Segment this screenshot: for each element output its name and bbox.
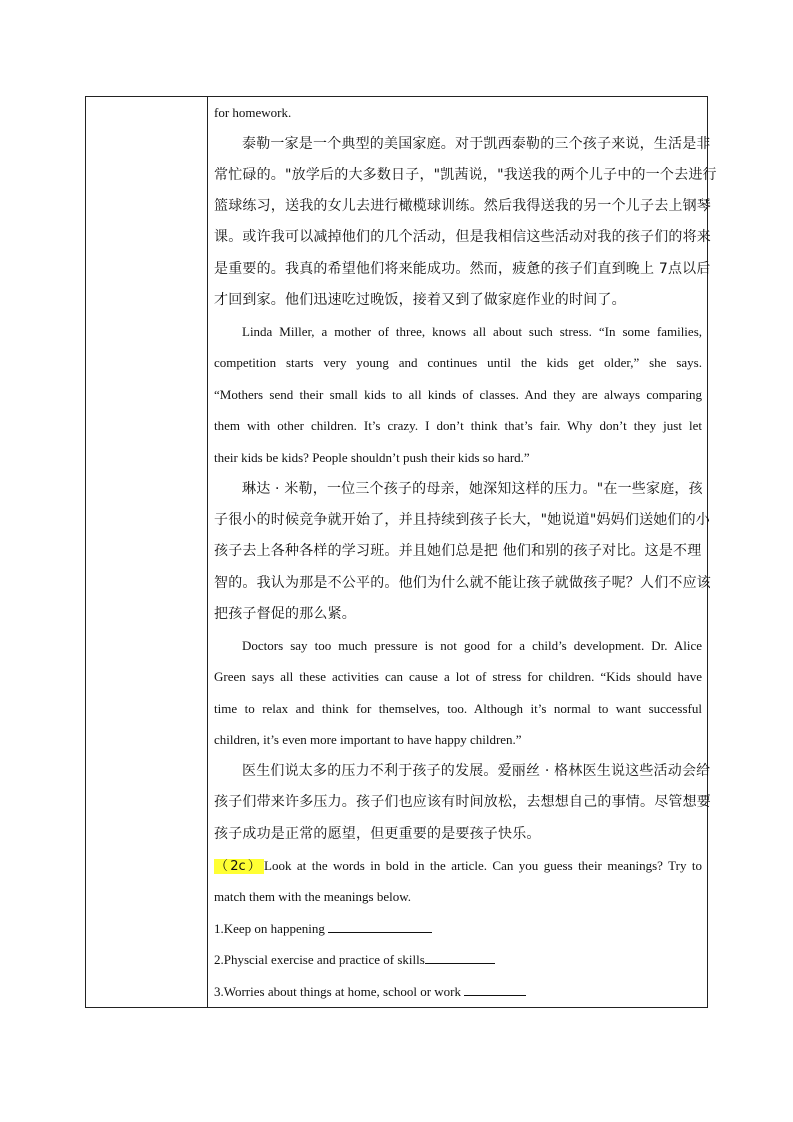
left-column-cell	[86, 97, 208, 1007]
text-line: Doctors say too much pressure is not good for a child’s development. Dr. Alice	[242, 638, 702, 653]
text-line: time to relax and think for themselves, too. Although it’s normal to want successful	[214, 701, 702, 716]
text-line: for homework.	[214, 105, 292, 120]
text-line: them with other children. It’s crazy. I don’t think that’s fair. Why don’t they just let	[214, 418, 702, 433]
text-line: 把孩子督促的那么紧。	[214, 606, 356, 622]
task-tag-highlight: （2c）	[215, 859, 263, 874]
text-line: 智的。我认为那是不公平的。他们为什么就不能让孩子就做孩子呢？人们不应该	[214, 575, 711, 591]
text-line: children, it’s even more important to have happy children.”	[214, 732, 522, 747]
question-item	[214, 920, 702, 938]
answer-blank[interactable]	[328, 920, 432, 933]
text-line: 孩子去上各种各样的学习班。并且她们总是把 他们和别的孩子对比。这是不理	[214, 543, 702, 559]
text-line: 孩子们带来许多压力。孩子们也应该有时间放松，去想想自己的事情。尽管想要	[214, 794, 711, 810]
text-line: 篮球练习，送我的女儿去进行橄榄球训练。然后我得送我的另一个儿子去上钢琴	[214, 198, 711, 214]
text-line: their kids be kids? People shouldn’t push their kids so hard.”	[214, 450, 530, 465]
answer-blank[interactable]	[425, 951, 495, 964]
text-line: 子很小的时候竞争就开始了，并且持续到孩子长大，"她说道"妈妈们送她们的小	[214, 512, 711, 528]
text-line: Linda Miller, a mother of three, knows all about such stress. “In some families,	[242, 324, 702, 339]
question-item	[214, 951, 702, 969]
text-line: 常忙碌的。"放学后的大多数日子，"凯茜说，"我送我的两个儿子中的一个去进行	[214, 167, 717, 183]
answer-blank[interactable]	[464, 983, 526, 996]
text-line: 孩子成功是正常的愿望，但更重要的是要孩子快乐。	[214, 826, 541, 842]
text-line: match them with the meanings below.	[214, 889, 411, 904]
question-label: 2.Physcial exercise and practice of skills	[214, 952, 425, 967]
content-cell	[208, 97, 717, 1007]
task-instruction: Look at the words in bold in the article. Can you guess their meanings? Try to	[264, 858, 702, 873]
text-line: 医生们说太多的压力不利于孩子的发展。爱丽丝 · 格林医生说这些活动会给	[242, 763, 711, 779]
text-line: Green says all these activities can cause a lot of stress for children. “Kids should have	[214, 669, 702, 684]
text-line: “Mothers send their small kids to all kinds of classes. And they are always comparing	[214, 387, 702, 402]
text-line: competition starts very young and continues until the kids get older,” she says.	[214, 355, 702, 370]
text-line: 琳达 · 米勒，一位三个孩子的母亲，她深知这样的压力。"在一些家庭，孩	[242, 481, 703, 497]
question-item	[214, 983, 702, 1001]
text-line: 课。或许我可以减掉他们的几个活动，但是我相信这些活动对我的孩子们的将来	[214, 229, 711, 245]
task-instruction-line	[214, 857, 702, 876]
text-line: 泰勒一家是一个典型的美国家庭。对于凯西泰勒的三个孩子来说，生活是非	[242, 136, 711, 152]
question-label: 1.Keep on happening	[214, 921, 325, 936]
question-label: 3.Worries about things at home, school or work	[214, 984, 461, 999]
lesson-table	[85, 96, 717, 1008]
text-line: 是重要的。我真的希望他们将来能成功。然而，疲惫的孩子们直到晚上 7点以后	[214, 261, 711, 277]
text-line: 才回到家。他们迅速吃过晚饭，接着又到了做家庭作业的时间了。	[214, 292, 626, 308]
